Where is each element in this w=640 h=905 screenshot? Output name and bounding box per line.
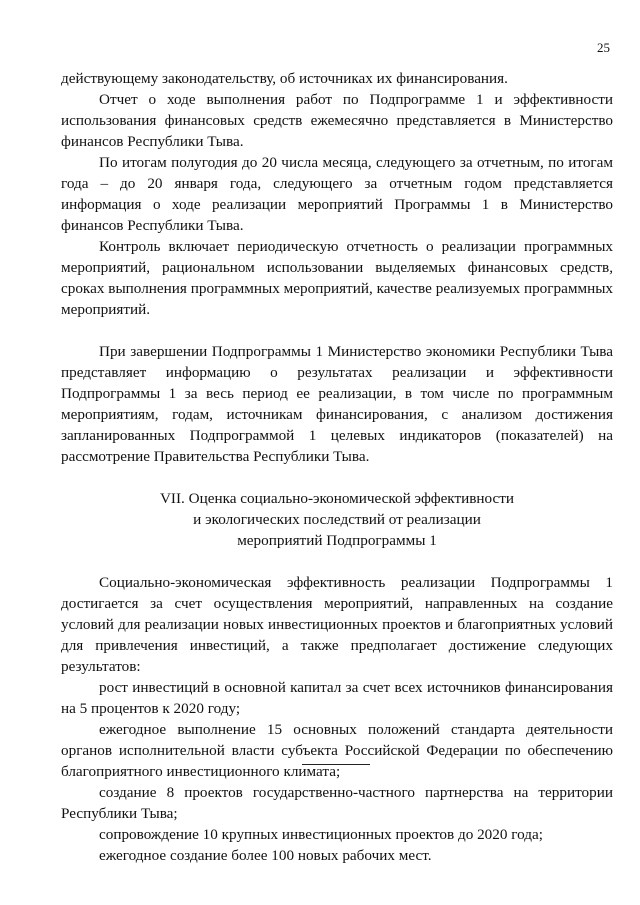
paragraph-half-year-results: По итогам полугодия до 20 числа месяца, следующего за отчетным, по итогам года – до 20 января года, следующего за отчетным годом представляется информация о ходе реализации мероприятий Программы 1 в Министерство финансов Республики Тыва. [61,154,613,234]
spacer [61,467,613,488]
document-body [61,68,613,866]
spacer [61,320,613,341]
section-heading-line-1: VII. Оценка социально-экономической эффективности [159,490,515,507]
paragraph-legislation: действующему законодательству, об источниках их финансирования. [61,70,508,87]
result-ppp-projects: создание 8 проектов государственно-частного партнерства на территории Республики Тыва; [61,784,613,822]
page-number: 25 [597,40,610,55]
result-new-jobs: ежегодное создание более 100 новых рабочих мест. [99,847,432,864]
paragraph-efficiency: Социально-экономическая эффективность реализации Подпрограммы 1 достигается за счет осуществления мероприятий, направленных на создание условий для реализации новых инвестиционных проектов и благоприятных условий для привлечения инвестиций, а также предполагает достижение следующих результатов: [61,574,613,675]
section-heading-line-2: и экологических последствий от реализации [193,511,481,528]
spacer [61,551,613,572]
section-heading [61,488,613,551]
result-investment-support: сопровождение 10 крупных инвестиционных проектов до 2020 года; [99,826,543,843]
paragraph-completion: При завершении Подпрограммы 1 Министерство экономики Республики Тыва представляет информацию о результатах реализации и эффективности Подпрограммы 1 за весь период ее реализации, в том числе по программным мероприятиям, годам, источникам финансирования, с анализом достижения запланированных Подпрограммой 1 целевых индикаторов (показателей) на рассмотрение Правительства Республики Тыва. [61,343,613,465]
end-divider-line [302,764,370,765]
section-heading-line-3: мероприятий Подпрограммы 1 [237,532,437,549]
paragraph-control: Контроль включает периодическую отчетность о реализации программных мероприятий, рациональном использовании выделяемых финансовых средств, сроках выполнения программных мероприятий, качестве реализуемых программных мероприятий. [61,238,613,318]
paragraph-report: Отчет о ходе выполнения работ по Подпрограмме 1 и эффективности использования финансовых средств ежемесячно представляется в Министерство финансов Республики Тыва. [61,91,613,150]
result-standard-provisions: ежегодное выполнение 15 основных положений стандарта деятельности органов исполнительной власти субъекта Российской Федерации по обеспечению благоприятного инвестиционного климата; [61,721,613,780]
result-investment-growth: рост инвестиций в основной капитал за счет всех источников финансирования на 5 процентов к 2020 году; [61,679,613,717]
